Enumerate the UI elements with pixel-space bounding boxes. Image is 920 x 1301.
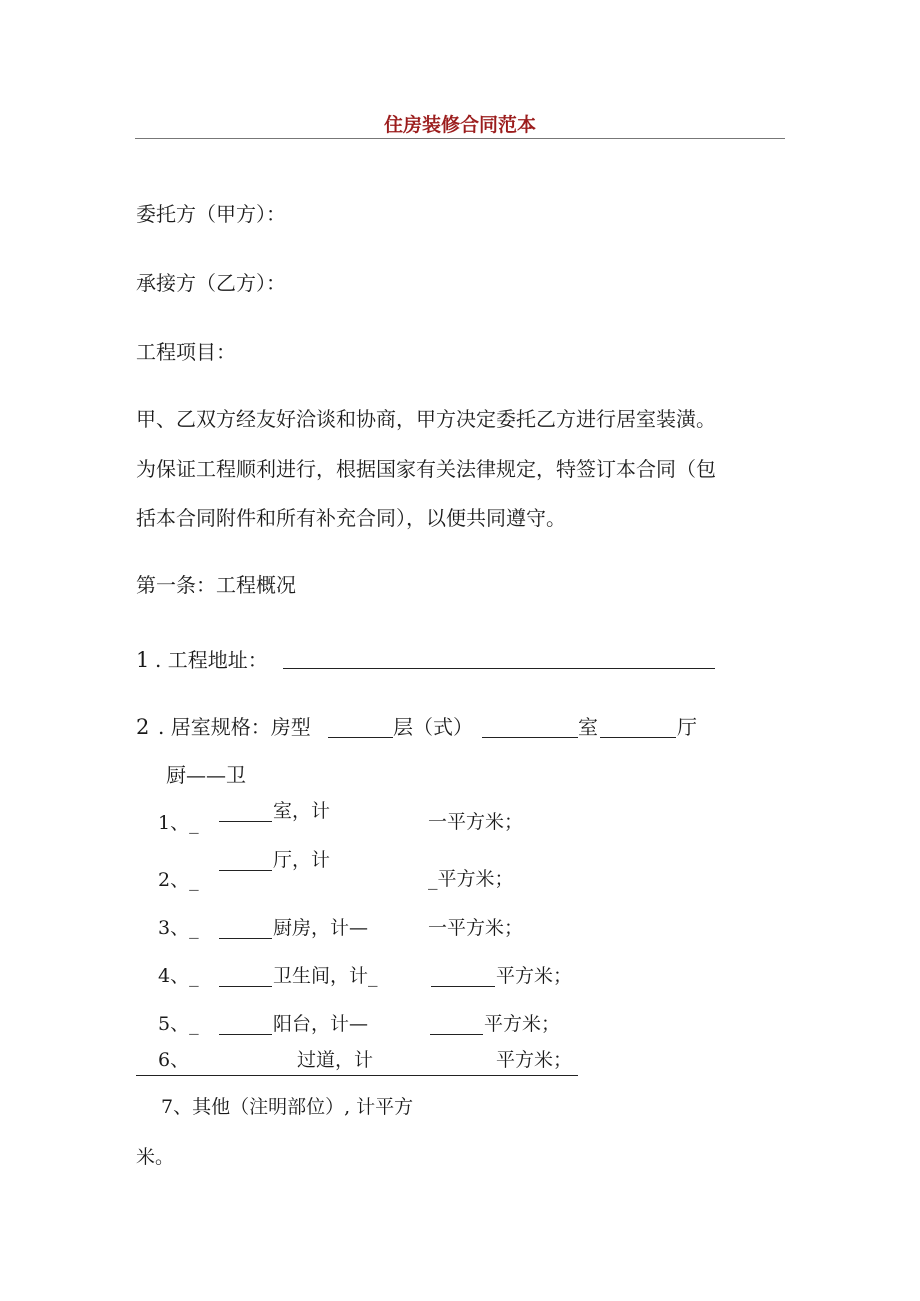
item-2-name: 厅，计 [273,849,331,871]
item-4-blank [219,985,272,987]
item-2-blank [219,869,272,871]
spec-label: . 居室规格：房型 [158,715,311,739]
spec-hall-label: 厅 [677,715,697,739]
item-4-unit: 平方米； [496,965,573,987]
item-3-number: 3、_ [158,917,199,939]
intro-line-3: 括本合同附件和所有补充合同），以便共同遵守。 [136,506,566,530]
item-5-area-blank [430,1033,483,1035]
item-6-unit: 平方米； [496,1049,573,1071]
item-3-unit: 一平方米； [428,917,524,939]
spec-room-label: 室 [578,715,598,739]
item-7-text: 7、其他（注明部位）, 计平方 [161,1096,414,1118]
item-4-area-blank [431,985,495,987]
page-title: 住房装修合同范本 [383,114,536,136]
address-number: 1 [136,648,150,672]
item-5-name: 阳台，计— [273,1013,369,1035]
item-5-unit: 平方米； [484,1013,561,1035]
spec-line-2: 厨——卫 [166,763,246,787]
contractor-party-label: 承接方（乙方）： [136,271,286,295]
item-1-number: 1、_ [158,812,199,834]
item-7-end: 米。 [136,1146,175,1168]
item-3-blank [219,937,272,939]
spec-floor-label: 层（式） [393,715,473,739]
item-5-number: 5、_ [158,1013,199,1035]
spec-number: 2 [136,715,150,739]
item-5-blank [219,1033,272,1035]
item-2-number: 2、_ [158,869,199,891]
item-3-name: 厨房，计— [273,917,369,939]
intro-line-2: 为保证工程顺利进行，根据国家有关法律规定，特签订本合同（包 [136,457,716,481]
project-label: 工程项目： [136,340,236,364]
spec-floor-blank [482,736,578,738]
item-1-unit: 一平方米； [428,811,524,833]
client-party-label: 委托方（甲方）： [136,202,286,226]
spec-room-blank [600,736,676,738]
address-blank [283,667,715,669]
intro-line-1: 甲、乙双方经友好洽谈和协商，甲方决定委托乙方进行居室装潢。 [136,407,716,431]
item-4-name: 卫生间，计_ [273,965,378,987]
article-1-heading: 第一条：工程概况 [136,573,296,597]
item-6-number: 6、 [158,1049,190,1071]
item-6-name: 过道，计 [297,1049,374,1071]
address-label: . 工程地址： [155,648,268,672]
title-divider [135,138,785,139]
item-1-blank [219,820,272,822]
item-2-unit: _平方米； [428,868,514,890]
item-1-name: 室，计 [273,800,331,822]
spec-type-blank [328,736,393,738]
item-6-divider [136,1075,578,1076]
item-4-number: 4、_ [158,965,199,987]
